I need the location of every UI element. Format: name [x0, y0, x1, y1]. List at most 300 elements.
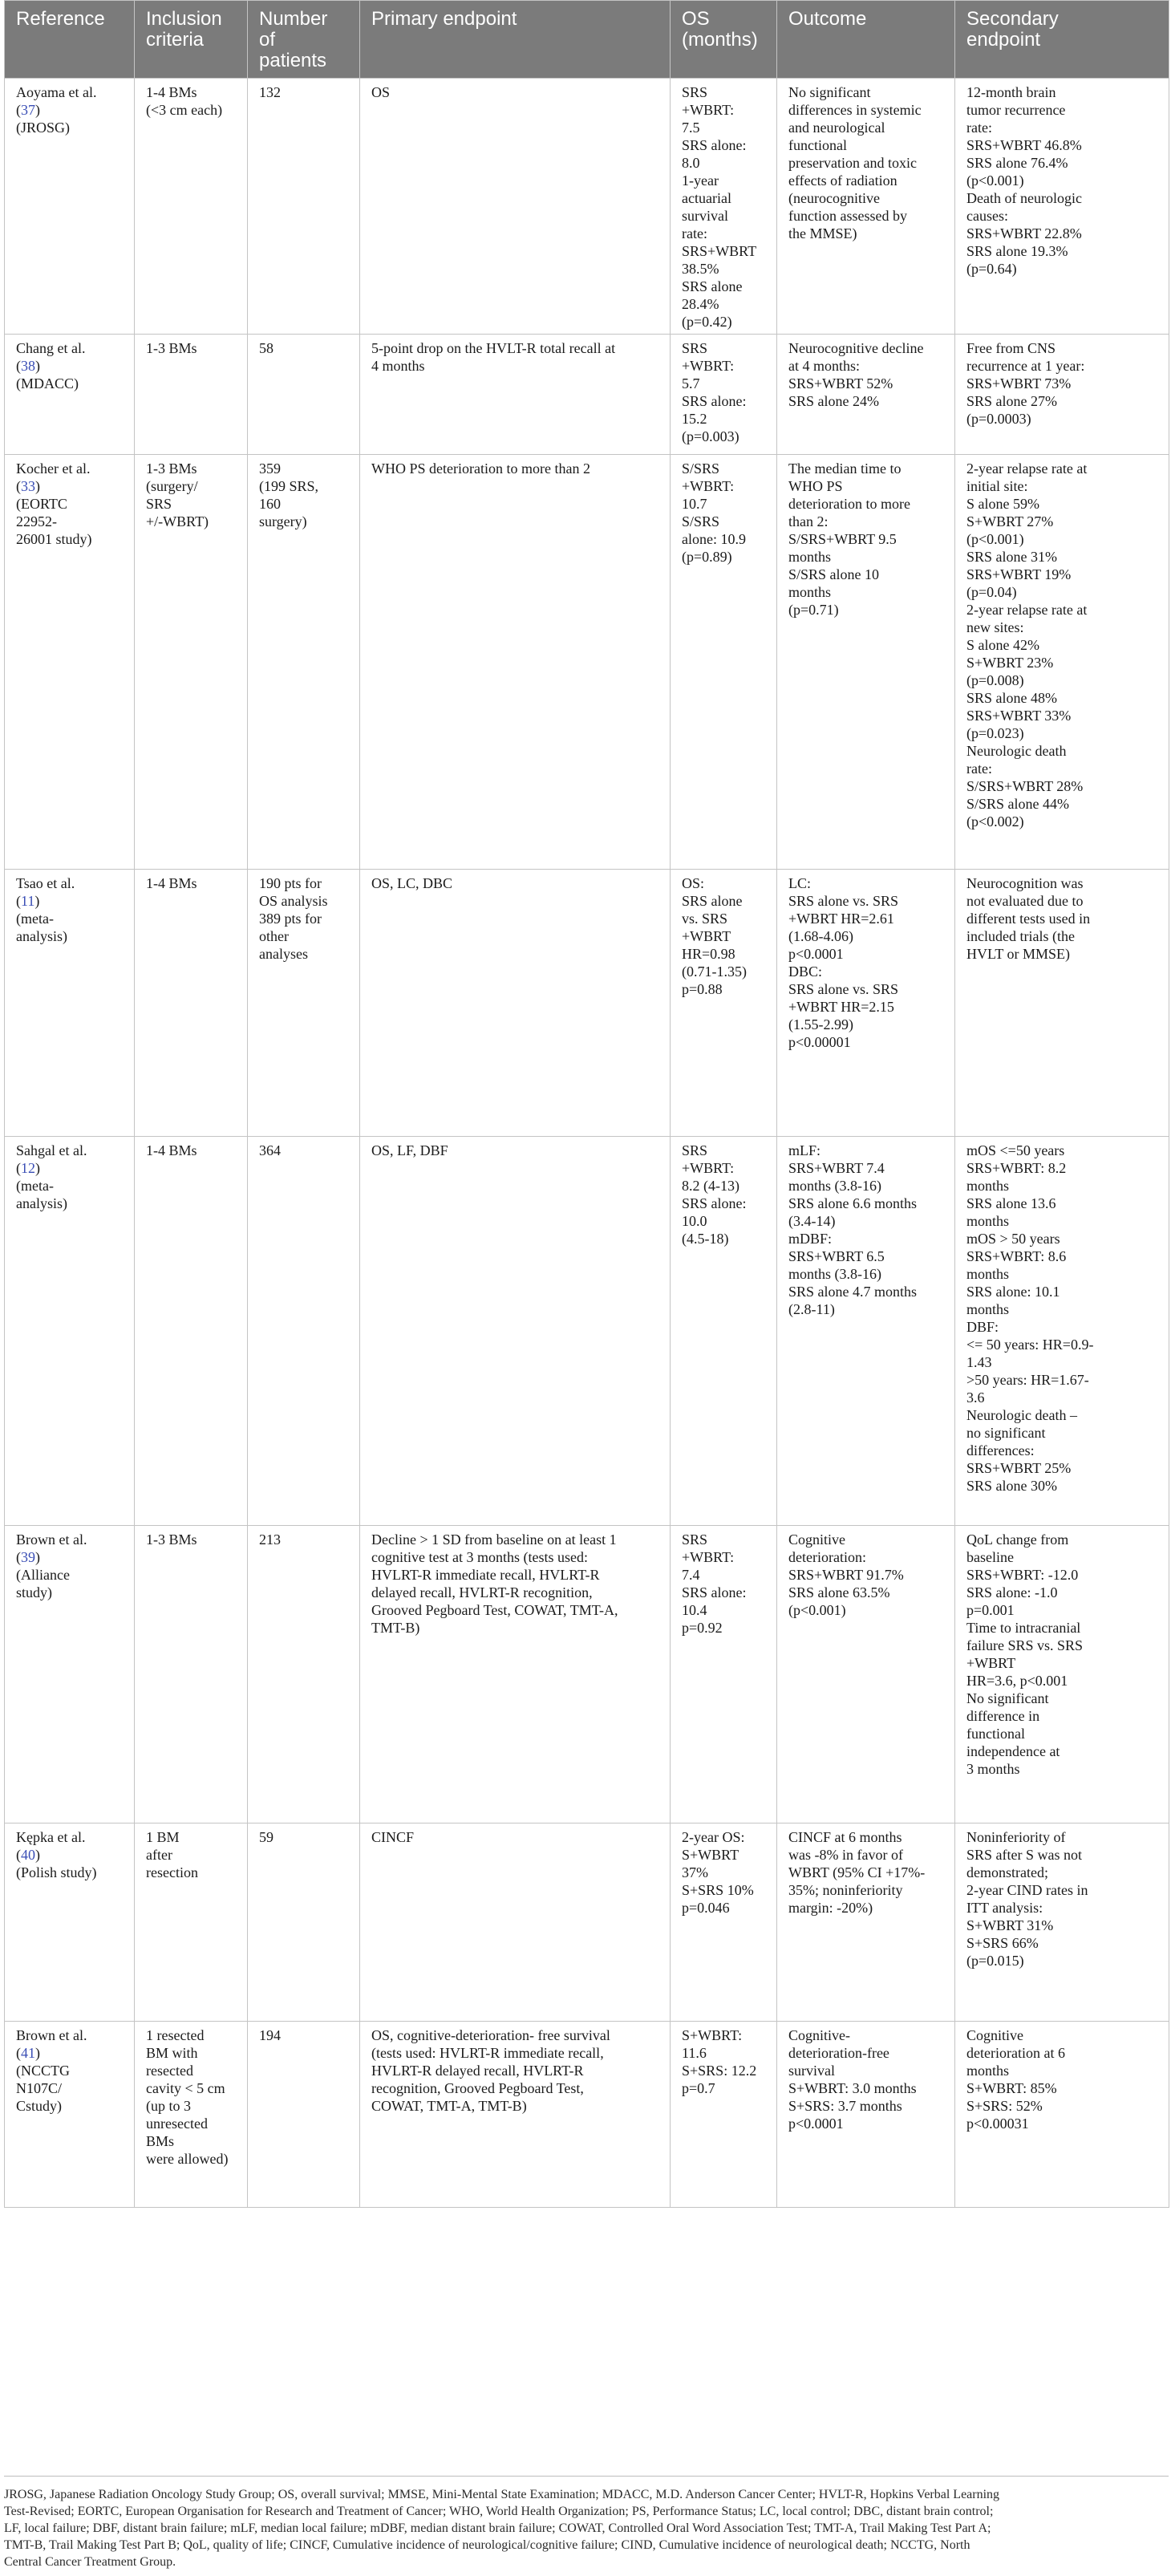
text-line: rate:	[682, 225, 707, 241]
text-line: JROSG, Japanese Radiation Oncology Study Group; OS, overall survival; MMSE, Mini-Mental State Examination; MDACC, M.D. Anderson Cancer Center; HVLT-R, Hopkins Verbal Learning	[4, 2488, 1000, 2501]
text-line: SRS alone: 10.1	[966, 1284, 1060, 1300]
text-line: SRS after S was not	[966, 1847, 1082, 1863]
primary-endpoint-cell	[360, 335, 671, 455]
text-line: 1-4 BMs	[146, 84, 197, 100]
text-line: 12-month brain	[966, 84, 1056, 100]
text-line: mLF:	[788, 1142, 821, 1158]
text-line: WHO PS	[788, 478, 843, 494]
outcome-cell	[777, 2022, 955, 2208]
text-line: 1-3 BMs	[146, 460, 197, 477]
text-line: 1-4 BMs	[146, 1142, 197, 1158]
reference-author: Kępka et al.	[16, 1829, 86, 1845]
reference-author: Kocher et al.	[16, 460, 91, 477]
text-line: recurrence at 1 year:	[966, 358, 1085, 374]
text-line: were allowed)	[146, 2151, 229, 2167]
text-line: OS, LF, DBF	[371, 1142, 448, 1158]
text-line: p=0.7	[682, 2080, 715, 2096]
os-cell	[671, 2022, 777, 2208]
header-os-months	[671, 1, 777, 79]
outcome-cell	[777, 870, 955, 1137]
text-line: SRS alone 13.6	[966, 1195, 1056, 1211]
text-line: was -8% in favor of	[788, 1847, 903, 1863]
header-reference	[5, 1, 135, 79]
text-line: mOS <=50 years	[966, 1142, 1065, 1158]
text-line: SRS+WBRT 7.4	[788, 1160, 885, 1176]
text-line: SRS	[682, 1531, 708, 1548]
primary-endpoint-cell	[360, 1137, 671, 1526]
text-line: than 2:	[788, 513, 829, 529]
text-line: months	[788, 549, 832, 565]
text-line: OS:	[682, 875, 705, 891]
text-line: 359	[259, 460, 281, 477]
text-line: DBF:	[966, 1319, 999, 1335]
text-line: 132	[259, 84, 281, 100]
text-line: S+WBRT 27%	[966, 513, 1054, 529]
reference-cell	[5, 455, 135, 870]
text-line: (p<0.001)	[966, 172, 1024, 189]
text-line: SRS+WBRT: -12.0	[966, 1567, 1079, 1583]
text-line: OS	[371, 84, 391, 100]
reference-citation: (39)	[16, 1549, 40, 1565]
text-line: delayed recall, HVLRT-R recognition,	[371, 1584, 593, 1600]
text-line: S/SRS	[682, 513, 720, 529]
os-cell	[671, 1526, 777, 1823]
text-line: 22952-	[16, 513, 57, 529]
text-line: Cognitive	[788, 1531, 845, 1548]
text-line: S+WBRT 31%	[966, 1917, 1054, 1933]
text-line: 2-year relapse rate at	[966, 460, 1088, 477]
text-line: 2-year relapse rate at	[966, 602, 1088, 618]
citation-link[interactable]: 33	[21, 478, 35, 494]
reference-author: Aoyama et al.	[16, 84, 97, 100]
citation-link[interactable]: 37	[21, 102, 35, 118]
text-line: p=0.046	[682, 1900, 730, 1916]
text-line: months	[966, 2063, 1010, 2079]
text-line: 8.0	[682, 155, 700, 171]
citation-link[interactable]: 40	[21, 1847, 35, 1863]
text-line: HVLT or MMSE)	[966, 946, 1071, 962]
header-outcome	[777, 1, 955, 79]
text-line: SRS+WBRT 6.5	[788, 1248, 885, 1264]
text-line: HR=3.6, p<0.001	[966, 1673, 1068, 1689]
text-line: 15.2	[682, 411, 707, 427]
text-line: S+WBRT 23%	[966, 655, 1054, 671]
text-line: SRS+WBRT 33%	[966, 708, 1072, 724]
text-line: of	[259, 29, 276, 51]
text-line: 59	[259, 1829, 274, 1845]
text-line: functional	[966, 1726, 1025, 1742]
text-line: SRS alone vs. SRS	[788, 893, 899, 909]
text-line: QoL change from	[966, 1531, 1069, 1548]
text-line: resection	[146, 1864, 198, 1880]
text-line: SRS alone:	[682, 1195, 747, 1211]
text-line: deterioration to more	[788, 496, 910, 512]
text-line: 58	[259, 340, 274, 356]
text-line: S+WBRT: 3.0 months	[788, 2080, 917, 2096]
citation-link[interactable]: 38	[21, 358, 35, 374]
header-secondary-endpoint	[955, 1, 1169, 79]
text-line: (surgery/	[146, 478, 198, 494]
reference-cell	[5, 2022, 135, 2208]
text-line: S/SRS+WBRT 9.5	[788, 531, 897, 547]
text-line: SRS+WBRT	[682, 243, 757, 259]
text-line: No significant	[788, 84, 871, 100]
text-line: 2-year OS:	[682, 1829, 745, 1845]
text-line: (neurocognitive	[788, 190, 880, 206]
text-line: (p<0.001)	[966, 531, 1024, 547]
text-line: +WBRT:	[682, 478, 735, 494]
text-line: ITT analysis:	[966, 1900, 1043, 1916]
text-line: LC:	[788, 875, 812, 891]
text-line: cavity < 5 cm	[146, 2080, 225, 2096]
text-line: tumor recurrence	[966, 102, 1066, 118]
text-line: rate:	[966, 761, 992, 777]
text-line: Reference	[16, 8, 105, 30]
text-line: (p<0.002)	[966, 813, 1024, 830]
text-line: SRS+WBRT 46.8%	[966, 137, 1082, 153]
text-line: (p=0.71)	[788, 602, 839, 618]
text-line: baseline	[966, 1549, 1014, 1565]
text-line: 7.4	[682, 1567, 700, 1583]
text-line: function assessed by	[788, 208, 907, 224]
text-line: deterioration:	[788, 1549, 866, 1565]
text-line: TMT-B, Trail Making Test Part B; QoL, quality of life; CINCF, Cumulative incidence of neurological/cognitive failure; CIND, Cumulative incidence of neurological death; NCCTG, North	[4, 2538, 970, 2552]
text-line: Noninferiority of	[966, 1829, 1066, 1845]
outcome-cell	[777, 1823, 955, 2022]
inclusion-criteria-cell	[135, 2022, 248, 2208]
text-line: 2-year CIND rates in	[966, 1882, 1088, 1898]
text-line: LF, local failure; DBF, distant brain failure; mLF, median local failure; mDBF, median distant brain failure; COWAT, Controlled Oral Word Association Test; TMT-A, Trail Making Test Part A;	[4, 2521, 991, 2535]
text-line: not evaluated due to	[966, 893, 1084, 909]
text-line: different tests used in	[966, 911, 1091, 927]
text-line: vs. SRS	[682, 911, 728, 927]
text-line: SRS alone 63.5%	[788, 1584, 890, 1600]
text-line: (<3 cm each)	[146, 102, 223, 118]
text-line: S+SRS 10%	[682, 1882, 754, 1898]
text-line: 10.7	[682, 496, 707, 512]
text-line: (0.71-1.35)	[682, 963, 747, 980]
text-line: (199 SRS,	[259, 478, 319, 494]
primary-endpoint-cell	[360, 1526, 671, 1823]
outcome-cell	[777, 1137, 955, 1526]
text-line: deterioration-free	[788, 2045, 889, 2061]
text-line: WHO PS deterioration to more than 2	[371, 460, 590, 477]
text-line: p<0.00001	[788, 1034, 851, 1050]
text-line: The median time to	[788, 460, 902, 477]
secondary-endpoint-cell	[955, 1823, 1169, 2022]
text-line: patients	[259, 50, 327, 71]
text-line: OS, cognitive-deterioration- free survival	[371, 2027, 610, 2043]
text-line: 35%; noninferiority	[788, 1882, 903, 1898]
text-line: (p=0.008)	[966, 672, 1024, 688]
reference-cell	[5, 79, 135, 335]
text-line: S+WBRT	[682, 1847, 739, 1863]
text-line: SRS alone: -1.0	[966, 1584, 1058, 1600]
citation-link[interactable]: 41	[21, 2045, 35, 2061]
table-row	[5, 870, 1169, 1137]
text-line: analysis)	[16, 1195, 67, 1211]
text-line: (p=0.023)	[966, 725, 1024, 741]
text-line: SRS+WBRT 73%	[966, 375, 1072, 391]
text-line: (p=0.003)	[682, 428, 739, 444]
text-line: demonstrated;	[966, 1864, 1048, 1880]
text-line: 28.4%	[682, 296, 719, 312]
text-line: (Polish study)	[16, 1864, 97, 1880]
os-cell	[671, 870, 777, 1137]
text-line: no significant	[966, 1425, 1046, 1441]
text-line: 38.5%	[682, 261, 719, 277]
reference-citation: (33)	[16, 478, 40, 494]
text-line: months (3.8-16)	[788, 1266, 881, 1282]
text-line: survival	[788, 2063, 835, 2079]
text-line: Test-Revised; EORTC, European Organisation for Research and Treatment of Cancer; WHO, World Health Organization; PS, Performance Status; LC, local control; DBC, distant brain control;	[4, 2505, 994, 2518]
text-line: effects of radiation	[788, 172, 897, 189]
text-line: S alone 59%	[966, 496, 1039, 512]
text-line: p=0.92	[682, 1620, 723, 1636]
text-line: Cstudy)	[16, 2098, 63, 2114]
header-primary-endpoint	[360, 1, 671, 79]
text-line: 26001 study)	[16, 531, 92, 547]
text-line: included trials (the	[966, 928, 1075, 944]
text-line: differences:	[966, 1442, 1035, 1458]
reference-author: Tsao et al.	[16, 875, 75, 891]
text-line: SRS+WBRT 25%	[966, 1460, 1072, 1476]
text-line: Neurocognitive decline	[788, 340, 924, 356]
text-line: 10.0	[682, 1213, 707, 1229]
text-line: actuarial	[682, 190, 731, 206]
text-line: analysis)	[16, 928, 67, 944]
text-line: HVLRT-R delayed recall, HVLRT-R	[371, 2063, 584, 2079]
os-cell	[671, 1137, 777, 1526]
text-line: +WBRT	[966, 1655, 1016, 1671]
text-line: SRS	[682, 1142, 708, 1158]
text-line: SRS+WBRT 52%	[788, 375, 893, 391]
text-line: SRS alone 27%	[966, 393, 1058, 409]
text-line: (tests used: HVLRT-R immediate recall,	[371, 2045, 604, 2061]
text-line: SRS alone 30%	[966, 1478, 1058, 1494]
text-line: S alone 42%	[966, 637, 1039, 653]
text-line: 8.2 (4-13)	[682, 1178, 739, 1194]
text-line: SRS+WBRT 22.8%	[966, 225, 1082, 241]
os-cell	[671, 79, 777, 335]
text-line: SRS alone	[682, 893, 743, 909]
header-inclusion-criteria	[135, 1, 248, 79]
text-line: 213	[259, 1531, 281, 1548]
text-line: Neurologic death	[966, 743, 1067, 759]
text-line: Cognitive	[966, 2027, 1023, 2043]
patients-cell	[248, 1526, 360, 1823]
text-line: TMT-B)	[371, 1620, 420, 1636]
abbreviations-footnote	[4, 2476, 1169, 2570]
citation-link[interactable]: 12	[21, 1160, 35, 1176]
text-line: endpoint	[966, 29, 1041, 51]
text-line: SRS alone 48%	[966, 690, 1058, 706]
primary-endpoint-cell	[360, 455, 671, 870]
inclusion-criteria-cell	[135, 1137, 248, 1526]
text-line: Number	[259, 8, 328, 30]
text-line: (4.5-18)	[682, 1231, 729, 1247]
text-line: BM with	[146, 2045, 198, 2061]
reference-citation: (41)	[16, 2045, 40, 2061]
text-line: 1.43	[966, 1354, 992, 1370]
text-line: HR=0.98	[682, 946, 735, 962]
text-line: 1-3 BMs	[146, 340, 197, 356]
text-line: S/SRS	[682, 460, 720, 477]
text-line: p=0.88	[682, 981, 723, 997]
text-line: the MMSE)	[788, 225, 857, 241]
header-number-of-patients	[248, 1, 360, 79]
reference-cell	[5, 870, 135, 1137]
text-line: S/SRS alone 44%	[966, 796, 1070, 812]
outcome-cell	[777, 335, 955, 455]
text-line: months	[966, 1213, 1010, 1229]
text-line: SRS alone 6.6 months	[788, 1195, 918, 1211]
text-line: p=0.001	[966, 1602, 1015, 1618]
reference-cell	[5, 335, 135, 455]
text-line: study)	[16, 1584, 52, 1600]
text-line: 3 months	[966, 1761, 1020, 1777]
text-line: DBC:	[788, 963, 823, 980]
text-line: SRS+WBRT: 8.6	[966, 1248, 1067, 1264]
text-line: CINCF	[371, 1829, 415, 1845]
text-line: +/-WBRT)	[146, 513, 209, 529]
text-line: alone: 10.9	[682, 531, 746, 547]
inclusion-criteria-cell	[135, 870, 248, 1137]
table-row	[5, 455, 1169, 870]
text-line: preservation and toxic	[788, 155, 917, 171]
text-line: SRS alone:	[682, 1584, 747, 1600]
reference-author: Sahgal et al.	[16, 1142, 87, 1158]
text-line: (p=0.015)	[966, 1953, 1024, 1969]
text-line: Cognitive-	[788, 2027, 850, 2043]
text-line: +WBRT:	[682, 358, 735, 374]
text-line: BMs	[146, 2133, 175, 2149]
reference-citation: (38)	[16, 358, 40, 374]
primary-endpoint-cell	[360, 870, 671, 1137]
text-line: 4 months	[371, 358, 425, 374]
text-line: +WBRT HR=2.15	[788, 999, 894, 1015]
text-line: months (3.8-16)	[788, 1178, 881, 1194]
text-line: (Alliance	[16, 1567, 70, 1583]
text-line: 5.7	[682, 375, 700, 391]
reference-author: Brown et al.	[16, 2027, 87, 2043]
secondary-endpoint-cell	[955, 2022, 1169, 2208]
text-line: (NCCTG	[16, 2063, 70, 2079]
citation-link[interactable]: 39	[21, 1549, 35, 1565]
text-line: (meta-	[16, 911, 54, 927]
primary-endpoint-cell	[360, 79, 671, 335]
text-line: SRS alone 31%	[966, 549, 1058, 565]
text-line: SRS alone:	[682, 137, 747, 153]
text-line: 7.5	[682, 120, 700, 136]
text-line: SRS alone 19.3%	[966, 243, 1068, 259]
outcome-cell	[777, 79, 955, 335]
text-line: margin: -20%)	[788, 1900, 873, 1916]
text-line: independence at	[966, 1743, 1060, 1759]
text-line: S+WBRT: 85%	[966, 2080, 1057, 2096]
text-line: (p<0.001)	[788, 1602, 846, 1618]
text-line: deterioration at 6	[966, 2045, 1065, 2061]
text-line: Inclusion	[146, 8, 222, 30]
text-line: +WBRT:	[682, 102, 735, 118]
text-line: (meta-	[16, 1178, 54, 1194]
text-line: months	[966, 1266, 1010, 1282]
text-line: 1-4 BMs	[146, 875, 197, 891]
text-line: 1 resected	[146, 2027, 205, 2043]
text-line: SRS	[682, 84, 708, 100]
text-line: (p=0.42)	[682, 314, 732, 330]
reference-citation: (11)	[16, 893, 40, 909]
text-line: (1.68-4.06)	[788, 928, 853, 944]
inclusion-criteria-cell	[135, 79, 248, 335]
text-line: HVLRT-R immediate recall, HVLRT-R	[371, 1567, 600, 1583]
text-line: SRS+WBRT 91.7%	[788, 1567, 904, 1583]
text-line: (MDACC)	[16, 375, 79, 391]
patients-cell	[248, 79, 360, 335]
patients-cell	[248, 1823, 360, 2022]
text-line: S/SRS+WBRT 28%	[966, 778, 1084, 794]
text-line: 37%	[682, 1864, 708, 1880]
text-line: analyses	[259, 946, 308, 962]
text-line: 1-3 BMs	[146, 1531, 197, 1548]
inclusion-criteria-cell	[135, 1526, 248, 1823]
text-line: criteria	[146, 29, 205, 51]
text-line: Central Cancer Treatment Group.	[4, 2555, 176, 2569]
text-line: 364	[259, 1142, 281, 1158]
os-cell	[671, 455, 777, 870]
reference-citation: (12)	[16, 1160, 40, 1176]
outcome-cell	[777, 1526, 955, 1823]
text-line: 1 BM	[146, 1829, 180, 1845]
secondary-endpoint-cell	[955, 870, 1169, 1137]
text-line: mOS > 50 years	[966, 1231, 1060, 1247]
os-cell	[671, 1823, 777, 2022]
table-row	[5, 2022, 1169, 2208]
text-line: differences in systemic	[788, 102, 922, 118]
text-line: 11.6	[682, 2045, 707, 2061]
text-line: SRS alone	[682, 278, 743, 294]
text-line: new sites:	[966, 619, 1024, 635]
text-line: SRS	[146, 496, 172, 512]
text-line: >50 years: HR=1.67-	[966, 1372, 1089, 1388]
text-line: S+SRS: 52%	[966, 2098, 1043, 2114]
table-row	[5, 1137, 1169, 1526]
text-line: +WBRT:	[682, 1160, 735, 1176]
patients-cell	[248, 335, 360, 455]
text-line: Primary endpoint	[371, 8, 517, 30]
text-line: SRS alone 76.4%	[966, 155, 1068, 171]
secondary-endpoint-cell	[955, 1137, 1169, 1526]
patients-cell	[248, 2022, 360, 2208]
text-line: <= 50 years: HR=0.9-	[966, 1337, 1094, 1353]
reference-cell	[5, 1526, 135, 1823]
text-line: WBRT (95% CI +17%-	[788, 1864, 926, 1880]
text-line: N107C/	[16, 2080, 63, 2096]
citation-link[interactable]: 11	[21, 893, 35, 909]
text-line: p<0.0001	[788, 2116, 844, 2132]
text-line: (1.55-2.99)	[788, 1016, 853, 1032]
text-line: S+SRS 66%	[966, 1935, 1039, 1951]
reference-citation: (37)	[16, 102, 40, 118]
text-line: SRS alone 24%	[788, 393, 880, 409]
table-row	[5, 79, 1169, 335]
text-line: months	[966, 1178, 1010, 1194]
text-line: and neurological	[788, 120, 885, 136]
table-row	[5, 1823, 1169, 2022]
inclusion-criteria-cell	[135, 455, 248, 870]
text-line: 194	[259, 2027, 281, 2043]
text-line: Neurocognition was	[966, 875, 1084, 891]
